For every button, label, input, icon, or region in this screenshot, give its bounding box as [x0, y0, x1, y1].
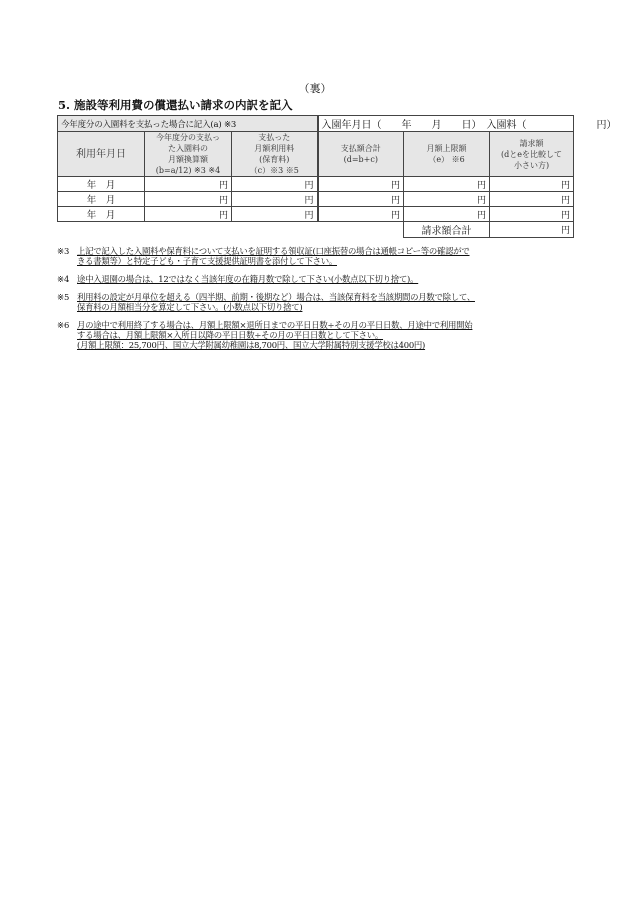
- note-5: [57, 292, 577, 312]
- note-text: (月額上限額：25,700円、国立大学附属幼稚園は8,700円、国立大学附属特別支援学校は400円): [77, 340, 426, 350]
- intro-row-label: 今年度分の入園料を支払った場合に記入(a) ※3: [58, 116, 318, 132]
- header-usage-month: 利用年月日: [58, 132, 145, 177]
- notes-section: [57, 246, 577, 358]
- section-title: 5. 施設等利用費の償還払い請求の内訳を記入: [58, 98, 293, 112]
- note-text: 利用料の設定が月単位を超える（四半期、前期・後期など）場合は、当該保育料を当該期間の月数で除して、: [77, 292, 475, 302]
- total-paid-cell[interactable]: 円: [318, 207, 404, 222]
- admission-fee-field[interactable]: 入園年月日（ 年 月 日） 入園料（ 円）: [318, 116, 574, 132]
- note-6: [57, 320, 577, 350]
- note-text: 途中入退園の場合は、12ではなく当該年度の在籍月数で除して下さい(小数点以下切り捨て)。: [77, 274, 419, 284]
- note-text: 保育料の月額相当分を算定して下さい。(小数点以下切り捨て): [77, 302, 303, 312]
- monthly-admission-cell[interactable]: 円: [145, 207, 232, 222]
- note-text: 月の途中で利用終了する場合は、月額上限額×退所日までの平日日数÷その月の平日日数、月途中で利用開始: [77, 320, 473, 330]
- table-row: [58, 192, 574, 207]
- total-paid-cell[interactable]: 円: [318, 192, 404, 207]
- note-mark: ※6: [57, 320, 70, 330]
- note-text: する場合は、月額上限額×入所日以降の平日日数÷その月の平日日数として下さい。: [77, 330, 384, 340]
- reimbursement-breakdown-table: [57, 115, 617, 238]
- header-monthly-fee: 支払った 月額利用料 (保育料) （c）※3 ※5: [232, 132, 318, 177]
- monthly-cap-cell[interactable]: 円: [404, 207, 490, 222]
- note-mark: ※5: [57, 292, 70, 302]
- claim-amount-cell[interactable]: 円: [490, 177, 574, 192]
- monthly-fee-cell[interactable]: 円: [232, 207, 318, 222]
- note-mark: ※3: [57, 246, 70, 256]
- monthly-cap-cell[interactable]: 円: [404, 177, 490, 192]
- claim-total-label: 請求額合計: [404, 222, 490, 238]
- header-row: [58, 132, 574, 177]
- usage-month-cell[interactable]: 年 月: [58, 192, 145, 207]
- usage-month-cell[interactable]: 年 月: [58, 177, 145, 192]
- note-text: きる書類等）と特定子ども・子育て支援提供証明書を添付して下さい。: [77, 256, 337, 266]
- total-paid-cell[interactable]: 円: [318, 177, 404, 192]
- header-monthly-admission: 今年度分の支払っ た入園料の 月額換算額 (b=a/12) ※3 ※4: [145, 132, 232, 177]
- claim-amount-cell[interactable]: 円: [490, 207, 574, 222]
- monthly-fee-cell[interactable]: 円: [232, 177, 318, 192]
- header-monthly-cap: 月額上限額 （e） ※6: [404, 132, 490, 177]
- header-total-paid: 支払額合計 (d=b+c): [318, 132, 404, 177]
- monthly-cap-cell[interactable]: 円: [404, 192, 490, 207]
- note-3: [57, 246, 577, 266]
- note-mark: ※4: [57, 274, 70, 284]
- note-text: 上記で記入した入園料や保育料について支払いを証明する領収証(口座振替の場合は通帳コピー等の確認がで: [77, 246, 470, 256]
- table-row: [58, 177, 574, 192]
- claim-amount-cell[interactable]: 円: [490, 192, 574, 207]
- table-row: [58, 207, 574, 222]
- monthly-admission-cell[interactable]: 円: [145, 177, 232, 192]
- total-row-spacer: [58, 222, 404, 238]
- monthly-admission-cell[interactable]: 円: [145, 192, 232, 207]
- header-claim-amount: 請求額 (dとeを比較して 小さい方): [490, 132, 574, 177]
- total-row: [58, 222, 574, 238]
- claim-total-field[interactable]: 円: [490, 222, 574, 238]
- usage-month-cell[interactable]: 年 月: [58, 207, 145, 222]
- note-4: [57, 274, 577, 284]
- page-side-label: （裏）: [298, 82, 332, 95]
- intro-row: [58, 116, 574, 132]
- monthly-fee-cell[interactable]: 円: [232, 192, 318, 207]
